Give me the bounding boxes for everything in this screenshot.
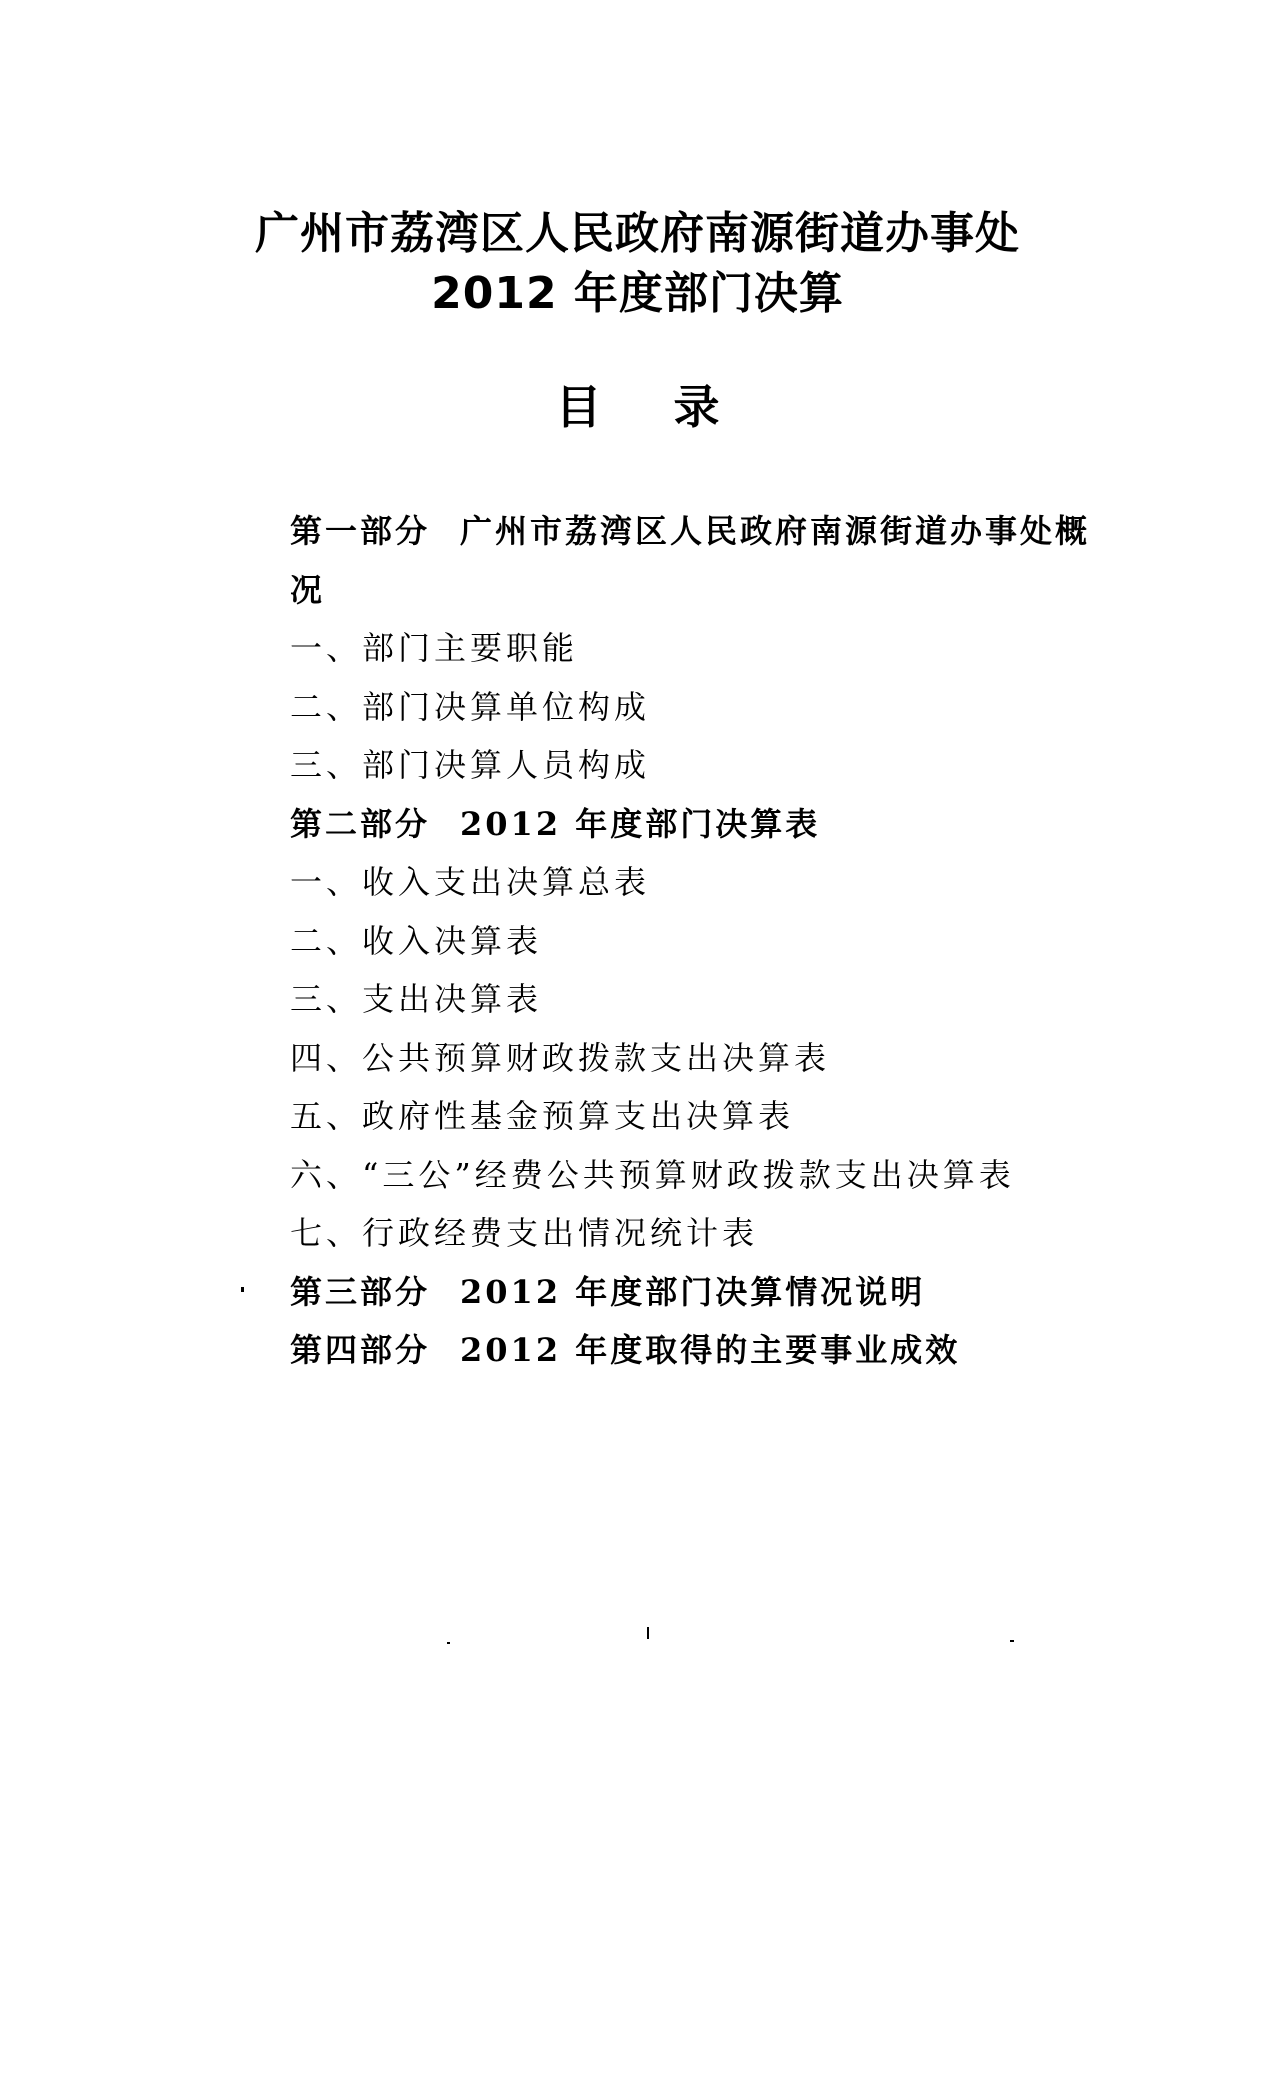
toc-part-3-label: 第三部分 bbox=[290, 1272, 431, 1311]
scan-speck bbox=[1010, 1640, 1014, 1642]
toc-part-2-label: 第二部分 bbox=[290, 804, 431, 843]
toc-part-1 bbox=[290, 510, 1110, 569]
document-title-line-2: 2012 年度部门决算 bbox=[431, 268, 844, 319]
toc-part-2 bbox=[290, 803, 1110, 862]
toc-item: 六、“三公”经费公共预算财政拨款支出决算表 bbox=[290, 1155, 1015, 1194]
toc-part-4 bbox=[290, 1329, 1110, 1388]
toc-item: 四、公共预算财政拨款支出决算表 bbox=[290, 1038, 831, 1077]
scan-speck bbox=[447, 1642, 450, 1644]
toc-part-1-title: 广州市荔湾区人民政府南源街道办事处概 bbox=[460, 512, 1091, 550]
toc-part-2-title: 2012 年度部门决算表 bbox=[460, 804, 821, 843]
toc-item: 三、支出决算表 bbox=[290, 980, 543, 1018]
document-title-line-1: 广州市荔湾区人民政府南源街道办事处 bbox=[255, 208, 1020, 259]
toc-part-3 bbox=[290, 1271, 1110, 1330]
toc-item: 一、部门主要职能 bbox=[290, 629, 579, 667]
toc-heading: 目录 bbox=[555, 380, 792, 434]
toc-part-1-label: 第一部分 bbox=[290, 512, 431, 550]
toc-item: 二、部门决算单位构成 bbox=[290, 687, 651, 726]
toc-part-1-title-continued: 况 bbox=[290, 570, 326, 609]
toc-part-4-label: 第四部分 bbox=[290, 1331, 431, 1369]
toc-item: 七、行政经费支出情况统计表 bbox=[290, 1214, 759, 1252]
table-of-contents bbox=[290, 510, 1110, 1388]
toc-item: 五、政府性基金预算支出决算表 bbox=[290, 1097, 795, 1135]
toc-part-3-title: 2012 年度部门决算情况说明 bbox=[460, 1272, 926, 1311]
scan-speck bbox=[647, 1627, 649, 1639]
scan-speck bbox=[241, 1287, 244, 1292]
toc-part-4-title: 2012 年度取得的主要事业成效 bbox=[460, 1331, 961, 1369]
toc-item: 一、收入支出决算总表 bbox=[290, 863, 651, 901]
toc-item: 二、收入决算表 bbox=[290, 921, 543, 960]
toc-item: 三、部门决算人员构成 bbox=[290, 746, 651, 784]
